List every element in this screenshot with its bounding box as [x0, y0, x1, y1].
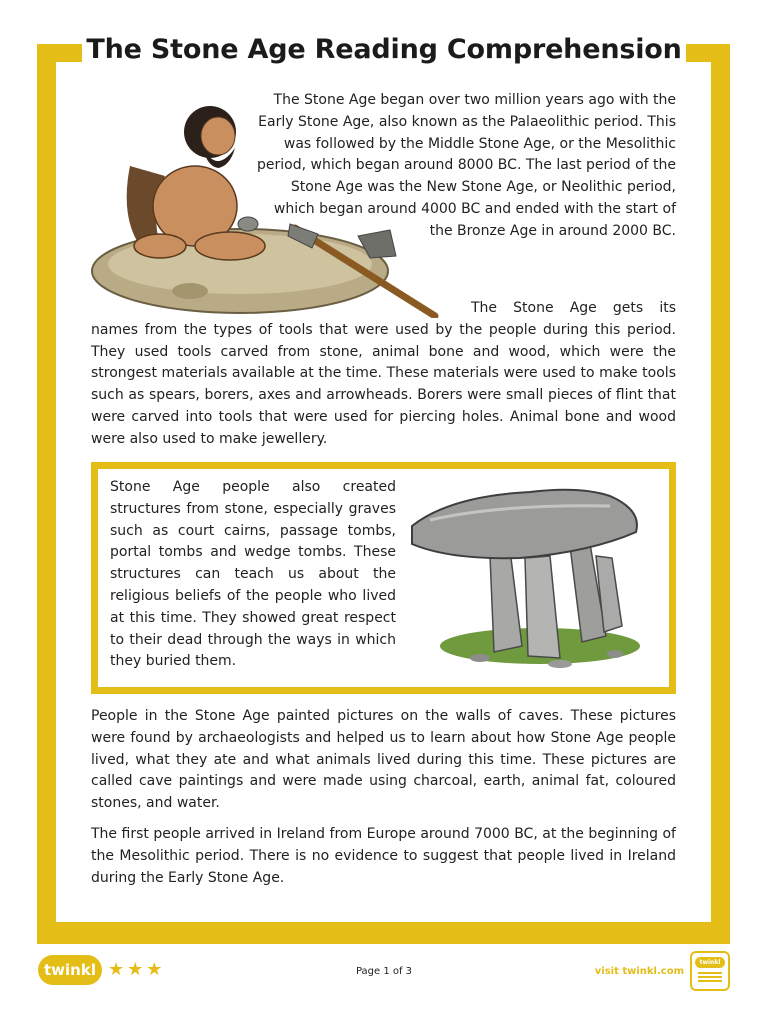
- page-number: Page 1 of 3: [355, 966, 413, 977]
- intro-paragraph: The Stone Age began over two million years ago with the Early Stone Age, also known as the Palaeolithic period. This was followed by the Middle Stone Age, or the Mesolithic period, which began around 8000 BC. The last period of the Stone Age was the New Stone Age, or Neolithic period, which began around 4000 BC and ended with the start of the Bronze Age in around 2000 BC.: [257, 92, 676, 239]
- star-icon: ★: [127, 959, 144, 980]
- badge-label: twinkl: [695, 957, 725, 968]
- tools-paragraph: [91, 298, 676, 451]
- tools-paragraph-text: The Stone Age gets its names from the types of tools that were used by the people during this period. They used tools carved from stone, animal bone and wood, which were the strongest materials available at the time. These materials were used to make tools such as spears, borers, axes and arrowheads. Borers were small pieces of flint that were carved into tools that were used for piercing holes. Animal bone and wood were also used to make jewellery.: [91, 300, 676, 447]
- structures-paragraph: Stone Age people also created structures from stone, especially graves such as court cairns, passage tombs, portal tombs and wedge tombs. These structures can teach us about the religious beliefs of the people who lived at this time. They showed great respect to their dead through the ways in which they buried them.: [110, 479, 396, 670]
- portal-tomb-illustration: [410, 486, 650, 672]
- page-title: The Stone Age Reading Comprehension: [86, 34, 682, 65]
- badge-lines: [698, 972, 722, 974]
- twinkl-logo: twinkl: [38, 955, 102, 985]
- star-icon: ★: [146, 959, 163, 980]
- quality-badge-icon: [690, 951, 730, 991]
- cave-paintings-paragraph: People in the Stone Age painted pictures on the walls of caves. These pictures were found by archaeologists and helped us to learn about how Stone Age people lived, what they ate and what animals lived during this time. These pictures are called cave paintings and were made using charcoal, earth, animal fat, coloured stones, and water.: [91, 708, 676, 812]
- rating-stars: [108, 961, 162, 979]
- star-icon: ★: [108, 959, 125, 980]
- footer-divider: [37, 941, 730, 944]
- website-link[interactable]: visit twinkl.com: [594, 966, 684, 977]
- ireland-paragraph: The first people arrived in Ireland from Europe around 7000 BC, at the beginning of the Mesolithic period. There is no evidence to suggest that people lived in Ireland during the Early Stone Age.: [91, 826, 676, 886]
